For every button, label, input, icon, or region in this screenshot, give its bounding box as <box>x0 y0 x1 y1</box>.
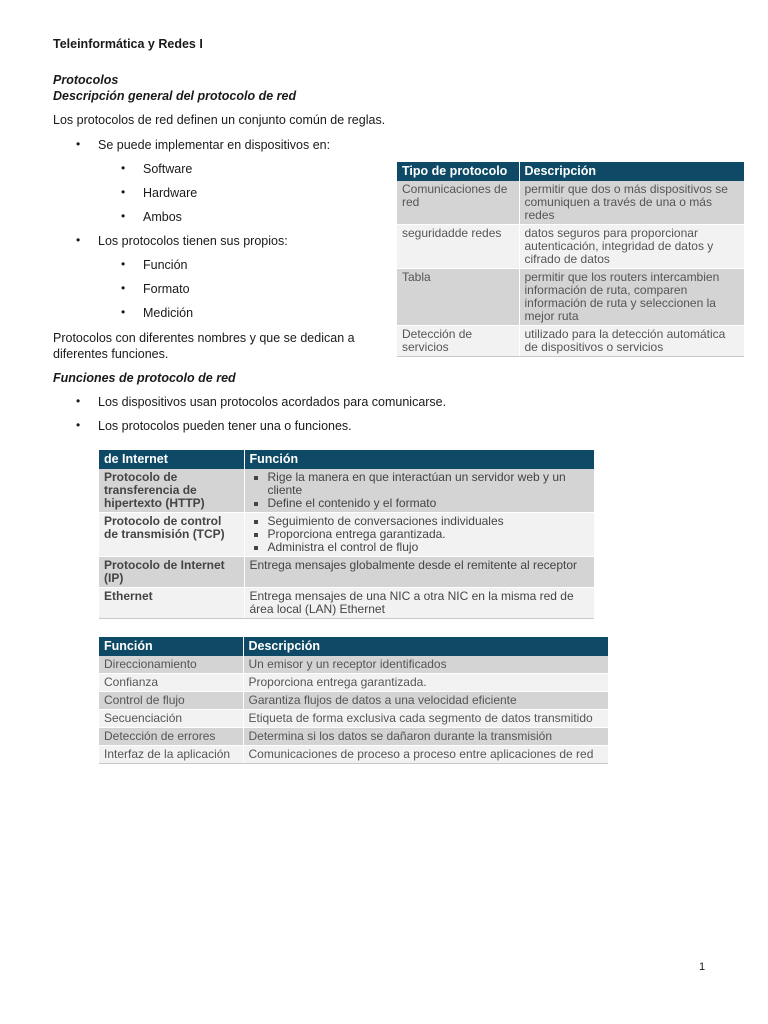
protocol-functions-table <box>99 637 608 764</box>
table-header-row <box>99 637 608 656</box>
table-row <box>99 728 608 746</box>
table-row <box>99 656 608 674</box>
bullet-glyph: • <box>121 281 126 295</box>
list-item: Los protocolos pueden tener una o funciones. <box>98 419 352 433</box>
table-cell: Control de flujo <box>99 692 243 710</box>
table-cell: Ethernet <box>99 588 244 619</box>
table-cell: Determina si los datos se dañaron durante la transmisión <box>243 728 608 746</box>
table-cell: utilizado para la detección automática de dispositivos o servicios <box>519 326 744 357</box>
column-header: Tipo de protocolo <box>397 162 519 181</box>
section-title: Protocolos <box>53 73 119 87</box>
section2-title: Funciones de protocolo de red <box>53 371 236 385</box>
bullet-glyph: • <box>76 394 81 408</box>
table-cell: Confianza <box>99 674 243 692</box>
table-header-row <box>99 450 594 469</box>
list-item: Los protocolos tienen sus propios: <box>98 234 288 248</box>
table-cell: Tabla <box>397 269 519 326</box>
list-item: ▪ Define el contenido y el formato <box>268 497 590 510</box>
table-cell: Protocolo de control de transmisión (TCP) <box>99 513 244 557</box>
table-row <box>99 588 594 619</box>
list-item: Medición <box>143 306 194 320</box>
table-row <box>99 692 608 710</box>
list-item: Hardware <box>143 186 198 200</box>
column-header: Descripción <box>519 162 744 181</box>
closing-paragraph-line1: Protocolos con diferentes nombres y que se dedican a <box>53 331 355 345</box>
table-cell: Comunicaciones de proceso a proceso entre aplicaciones de red <box>243 746 608 764</box>
list-item: ▪ Rige la manera en que interactúan un servidor web y un cliente <box>268 471 590 497</box>
list-item: Software <box>143 162 193 176</box>
bullet-glyph: • <box>121 305 126 319</box>
bullet-glyph: • <box>121 257 126 271</box>
section-subtitle: Descripción general del protocolo de red <box>53 89 297 103</box>
table-cell <box>244 513 594 557</box>
function-list <box>250 471 590 510</box>
table-cell: Comunicaciones de red <box>397 181 519 225</box>
table-row <box>99 557 594 588</box>
table-row <box>99 710 608 728</box>
bullet-glyph: • <box>76 137 81 151</box>
table-row <box>397 181 744 225</box>
table-cell: permitir que los routers intercambien información de ruta, comparen información de ruta y seleccionen la mejor ruta <box>519 269 744 326</box>
table-cell: seguridadde redes <box>397 225 519 269</box>
table-row <box>397 225 744 269</box>
function-list <box>250 515 590 554</box>
table-cell: Proporciona entrega garantizada. <box>243 674 608 692</box>
closing-paragraph-line2: diferentes funciones. <box>53 347 169 361</box>
table-cell: Detección de errores <box>99 728 243 746</box>
table-cell: Garantiza flujos de datos a una velocidad eficiente <box>243 692 608 710</box>
table-cell: permitir que dos o más dispositivos se comuniquen a través de una o más redes <box>519 181 744 225</box>
table-cell: Etiqueta de forma exclusiva cada segmento de datos transmitido <box>243 710 608 728</box>
table-cell: Interfaz de la aplicación <box>99 746 243 764</box>
table-header-row <box>397 162 744 181</box>
table-row <box>99 469 594 513</box>
list-item: ▪ Proporciona entrega garantizada. <box>268 528 590 541</box>
table-row <box>99 674 608 692</box>
table-cell: Un emisor y un receptor identificados <box>243 656 608 674</box>
internet-protocols-table <box>99 450 594 619</box>
table-cell: Protocolo de transferencia de hipertexto (HTTP) <box>99 469 244 513</box>
bullet-glyph: • <box>121 209 126 223</box>
list-item: Los dispositivos usan protocolos acordados para comunicarse. <box>98 395 447 409</box>
column-header: de Internet <box>99 450 244 469</box>
table-cell: datos seguros para proporcionar autenticación, integridad de datos y cifrado de datos <box>519 225 744 269</box>
table-cell: Detección de servicios <box>397 326 519 357</box>
column-header: Función <box>244 450 594 469</box>
table-cell: Secuenciación <box>99 710 243 728</box>
table-row <box>397 326 744 357</box>
table-row <box>99 746 608 764</box>
list-item: Formato <box>143 282 190 296</box>
list-item: Ambos <box>143 210 182 224</box>
table-row <box>397 269 744 326</box>
bullet-glyph: • <box>76 233 81 247</box>
bullet-glyph: • <box>121 161 126 175</box>
intro-paragraph: Los protocolos de red definen un conjunto común de reglas. <box>53 113 386 127</box>
bullet-glyph: • <box>76 418 81 432</box>
table-cell <box>244 469 594 513</box>
list-item: ▪ Seguimiento de conversaciones individuales <box>268 515 590 528</box>
list-item: Se puede implementar en dispositivos en: <box>98 138 331 152</box>
table-row <box>99 513 594 557</box>
column-header: Descripción <box>243 637 608 656</box>
table-cell: Direccionamiento <box>99 656 243 674</box>
table-cell: Entrega mensajes globalmente desde el remitente al receptor <box>244 557 594 588</box>
page-number: 1 <box>699 961 706 973</box>
list-item: ▪ Administra el control de flujo <box>268 541 590 554</box>
protocol-types-table <box>397 162 744 357</box>
table-cell: Protocolo de Internet (IP) <box>99 557 244 588</box>
column-header: Función <box>99 637 243 656</box>
table-cell: Entrega mensajes de una NIC a otra NIC en la misma red de área local (LAN) Ethernet <box>244 588 594 619</box>
list-item: Función <box>143 258 188 272</box>
bullet-glyph: • <box>121 185 126 199</box>
document-header: Teleinformática y Redes I <box>53 37 203 51</box>
